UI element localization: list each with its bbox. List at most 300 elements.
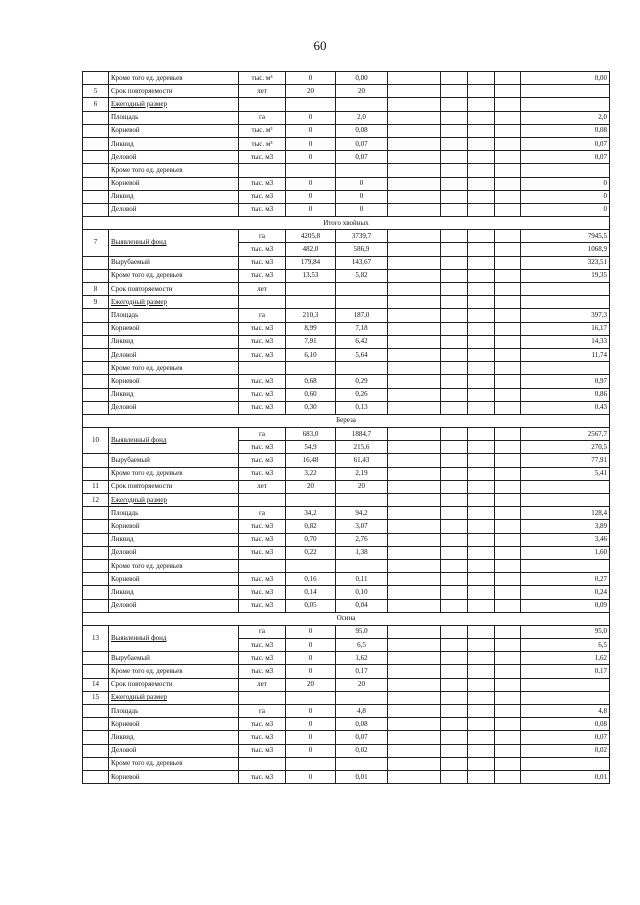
total-cell: 16,17 (521, 322, 610, 335)
total-cell: 0,08 (521, 718, 610, 731)
total-cell: 1,60 (521, 546, 610, 559)
table-row (83, 705, 610, 718)
value-cell-2: 1,38 (336, 546, 388, 559)
value-cell-2 (336, 283, 388, 296)
empty-cell (495, 639, 521, 652)
row-number (83, 256, 109, 269)
total-cell: 0,08 (521, 124, 610, 137)
empty-cell (468, 573, 495, 586)
empty-cell (388, 705, 441, 718)
empty-cell (388, 428, 441, 441)
table-row (83, 533, 610, 546)
empty-cell (495, 520, 521, 533)
empty-cell (495, 177, 521, 190)
empty-cell (388, 85, 441, 98)
total-cell: 0 (521, 190, 610, 203)
indicator-name: Деловой (109, 203, 239, 216)
indicator-name: Ликвид (109, 137, 239, 150)
value-cell-1: 8,99 (286, 322, 336, 335)
row-number: 7 (83, 230, 109, 256)
forest-data-table (82, 71, 610, 784)
total-cell (521, 164, 610, 177)
empty-cell (495, 401, 521, 414)
table-row (83, 230, 610, 243)
empty-cell (495, 599, 521, 612)
table-row (83, 573, 610, 586)
indicator-name: Деловой (109, 599, 239, 612)
empty-cell (495, 256, 521, 269)
empty-cell (468, 467, 495, 480)
indicator-name: Срок повторяемости (109, 480, 239, 493)
row-number (83, 348, 109, 361)
unit-cell: га (239, 507, 286, 520)
value-cell-2: 1,62 (336, 652, 388, 665)
empty-cell (388, 731, 441, 744)
empty-cell (468, 705, 495, 718)
value-cell-2: 20 (336, 480, 388, 493)
empty-cell (468, 546, 495, 559)
row-number (83, 718, 109, 731)
table-row (83, 388, 610, 401)
empty-cell (441, 639, 468, 652)
value-cell-2: 2,0 (336, 111, 388, 124)
row-number (83, 111, 109, 124)
empty-cell (468, 678, 495, 691)
empty-cell (441, 652, 468, 665)
value-cell-2: 20 (336, 678, 388, 691)
row-number (83, 309, 109, 322)
empty-cell (495, 718, 521, 731)
indicator-name: Кроме того ед. деревьев (109, 665, 239, 678)
indicator-name: Кроме того ед. деревьев (109, 467, 239, 480)
empty-cell (495, 586, 521, 599)
empty-cell (441, 757, 468, 770)
empty-cell (388, 454, 441, 467)
value-cell-1: 0 (286, 111, 336, 124)
indicator-name: Вырубаемый (109, 652, 239, 665)
empty-cell (468, 256, 495, 269)
total-cell (521, 283, 610, 296)
empty-cell (468, 428, 495, 441)
empty-cell (441, 98, 468, 111)
empty-cell (495, 72, 521, 85)
value-cell-2: 0,07 (336, 151, 388, 164)
empty-cell (388, 151, 441, 164)
unit-cell: тыс. м3 (239, 573, 286, 586)
value-cell-1: 13,53 (286, 269, 336, 282)
empty-cell (495, 375, 521, 388)
empty-cell (388, 546, 441, 559)
value-cell-1: 683,0 (286, 428, 336, 441)
empty-cell (495, 731, 521, 744)
row-number (83, 269, 109, 282)
row-number (83, 375, 109, 388)
empty-cell (388, 533, 441, 546)
total-cell: 5,41 (521, 467, 610, 480)
empty-cell (441, 467, 468, 480)
value-cell-1: 0 (286, 124, 336, 137)
total-cell: 77,91 (521, 454, 610, 467)
indicator-name: Деловой (109, 401, 239, 414)
indicator-name: Корневой (109, 718, 239, 731)
empty-cell (441, 256, 468, 269)
indicator-name: Площадь (109, 309, 239, 322)
total-cell (521, 98, 610, 111)
value-cell-2: 0,13 (336, 401, 388, 414)
empty-cell (495, 454, 521, 467)
value-cell-1: 20 (286, 678, 336, 691)
value-cell-2 (336, 757, 388, 770)
row-number (83, 335, 109, 348)
empty-cell (441, 691, 468, 704)
indicator-name: Кроме того ед. деревьев (109, 164, 239, 177)
empty-cell (388, 243, 441, 256)
unit-cell: тыс. м3 (239, 348, 286, 361)
unit-cell: тыс. м3 (239, 269, 286, 282)
empty-cell (441, 770, 468, 783)
empty-cell (441, 85, 468, 98)
total-cell: 323,51 (521, 256, 610, 269)
empty-cell (468, 190, 495, 203)
unit-cell: тыс. м3 (239, 546, 286, 559)
empty-cell (441, 428, 468, 441)
unit-cell: тыс. м3 (239, 335, 286, 348)
section-title: Осина (83, 612, 610, 625)
unit-cell (239, 362, 286, 375)
total-cell: 270,5 (521, 441, 610, 454)
indicator-name: Ликвид (109, 190, 239, 203)
empty-cell (468, 586, 495, 599)
empty-cell (388, 322, 441, 335)
value-cell-2: 0,26 (336, 388, 388, 401)
row-number (83, 388, 109, 401)
total-cell: 0 (521, 177, 610, 190)
empty-cell (441, 507, 468, 520)
unit-cell: га (239, 309, 286, 322)
total-cell (521, 678, 610, 691)
total-cell: 397,3 (521, 309, 610, 322)
value-cell-1: 0 (286, 177, 336, 190)
total-cell: 11,74 (521, 348, 610, 361)
indicator-name: Корневой (109, 573, 239, 586)
empty-cell (441, 665, 468, 678)
empty-cell (468, 744, 495, 757)
unit-cell: тыс. м3 (239, 639, 286, 652)
row-number (83, 190, 109, 203)
table-row (83, 309, 610, 322)
value-cell-2: 4,8 (336, 705, 388, 718)
total-cell (521, 494, 610, 507)
empty-cell (388, 639, 441, 652)
unit-cell: тыс. м3 (239, 388, 286, 401)
empty-cell (495, 652, 521, 665)
empty-cell (388, 586, 441, 599)
value-cell-1: 34,2 (286, 507, 336, 520)
indicator-name: Ликвид (109, 335, 239, 348)
row-number (83, 586, 109, 599)
total-cell: 0,07 (521, 731, 610, 744)
indicator-name: Корневой (109, 177, 239, 190)
table-row (83, 559, 610, 572)
empty-cell (468, 230, 495, 243)
table-row (83, 348, 610, 361)
value-cell-2 (336, 494, 388, 507)
empty-cell (441, 375, 468, 388)
table-row (83, 335, 610, 348)
total-cell: 128,4 (521, 507, 610, 520)
table-row (83, 718, 610, 731)
empty-cell (441, 441, 468, 454)
value-cell-1: 0 (286, 770, 336, 783)
table-row (83, 203, 610, 216)
unit-cell: тыс. м3 (239, 151, 286, 164)
total-cell: 0,07 (521, 151, 610, 164)
empty-cell (388, 98, 441, 111)
value-cell-1 (286, 494, 336, 507)
value-cell-2 (336, 164, 388, 177)
value-cell-2: 6,5 (336, 639, 388, 652)
value-cell-1: 3,22 (286, 467, 336, 480)
value-cell-1: 6,10 (286, 348, 336, 361)
empty-cell (495, 322, 521, 335)
unit-cell (239, 164, 286, 177)
indicator-name: Ежегодный размер (109, 98, 239, 111)
row-number: 14 (83, 678, 109, 691)
value-cell-2: 3,07 (336, 520, 388, 533)
row-number (83, 124, 109, 137)
indicator-name: Площадь (109, 507, 239, 520)
row-number (83, 362, 109, 375)
page-number: 60 (313, 38, 327, 53)
empty-cell (495, 533, 521, 546)
empty-cell (495, 573, 521, 586)
value-cell-1 (286, 559, 336, 572)
empty-cell (441, 230, 468, 243)
total-cell: 0,07 (521, 137, 610, 150)
value-cell-1: 0,68 (286, 375, 336, 388)
value-cell-2: 2,19 (336, 467, 388, 480)
unit-cell (239, 757, 286, 770)
unit-cell: тыс. м3 (239, 718, 286, 731)
empty-cell (468, 520, 495, 533)
empty-cell (495, 243, 521, 256)
total-cell (521, 296, 610, 309)
value-cell-2: 586,9 (336, 243, 388, 256)
value-cell-2: 0,00 (336, 72, 388, 85)
value-cell-2: 2,76 (336, 533, 388, 546)
empty-cell (468, 269, 495, 282)
total-cell: 0,97 (521, 375, 610, 388)
unit-cell: лет (239, 85, 286, 98)
unit-cell: тыс. м3 (239, 401, 286, 414)
unit-cell: лет (239, 678, 286, 691)
value-cell-2: 94,2 (336, 507, 388, 520)
value-cell-1: 0,16 (286, 573, 336, 586)
empty-cell (441, 177, 468, 190)
total-cell: 0,17 (521, 665, 610, 678)
indicator-name: Срок повторяемости (109, 678, 239, 691)
empty-cell (441, 137, 468, 150)
empty-cell (468, 309, 495, 322)
total-cell (521, 85, 610, 98)
value-cell-2 (336, 559, 388, 572)
unit-cell: га (239, 705, 286, 718)
value-cell-1: 0,14 (286, 586, 336, 599)
empty-cell (388, 744, 441, 757)
empty-cell (495, 691, 521, 704)
total-cell: 14,33 (521, 335, 610, 348)
value-cell-2: 0 (336, 203, 388, 216)
indicator-name: Ликвид (109, 731, 239, 744)
row-number (83, 454, 109, 467)
empty-cell (468, 124, 495, 137)
empty-cell (388, 137, 441, 150)
total-cell: 0 (521, 203, 610, 216)
value-cell-1: 7,91 (286, 335, 336, 348)
indicator-name: Выявленный фонд (109, 428, 239, 454)
empty-cell (441, 348, 468, 361)
empty-cell (468, 164, 495, 177)
row-number (83, 546, 109, 559)
total-cell: 0,24 (521, 586, 610, 599)
value-cell-1 (286, 283, 336, 296)
value-cell-2: 95,0 (336, 625, 388, 638)
empty-cell (441, 520, 468, 533)
value-cell-1: 482,0 (286, 243, 336, 256)
unit-cell: тыс. м³ (239, 72, 286, 85)
empty-cell (468, 177, 495, 190)
empty-cell (468, 375, 495, 388)
table-row (83, 744, 610, 757)
unit-cell: тыс. м3 (239, 652, 286, 665)
empty-cell (441, 731, 468, 744)
empty-cell (468, 731, 495, 744)
total-cell: 2,0 (521, 111, 610, 124)
row-number (83, 177, 109, 190)
empty-cell (468, 533, 495, 546)
row-number (83, 151, 109, 164)
empty-cell (468, 441, 495, 454)
total-cell: 1068,9 (521, 243, 610, 256)
unit-cell (239, 691, 286, 704)
empty-cell (495, 203, 521, 216)
empty-cell (388, 388, 441, 401)
value-cell-1: 0,82 (286, 520, 336, 533)
empty-cell (495, 335, 521, 348)
unit-cell (239, 559, 286, 572)
empty-cell (495, 296, 521, 309)
table-row (83, 151, 610, 164)
table-row (83, 757, 610, 770)
empty-cell (388, 296, 441, 309)
empty-cell (495, 494, 521, 507)
total-cell: 0,27 (521, 573, 610, 586)
empty-cell (468, 348, 495, 361)
unit-cell: тыс. м3 (239, 190, 286, 203)
value-cell-1: 16,48 (286, 454, 336, 467)
value-cell-2: 61,43 (336, 454, 388, 467)
total-cell: 0,01 (521, 770, 610, 783)
value-cell-1: 179,84 (286, 256, 336, 269)
unit-cell: га (239, 428, 286, 441)
indicator-name: Кроме того ед. деревьев (109, 269, 239, 282)
indicator-name: Выявленный фонд (109, 230, 239, 256)
value-cell-1 (286, 296, 336, 309)
indicator-name: Ликвид (109, 533, 239, 546)
value-cell-2: 7,18 (336, 322, 388, 335)
row-number (83, 573, 109, 586)
empty-cell (388, 599, 441, 612)
empty-cell (388, 494, 441, 507)
empty-cell (388, 652, 441, 665)
table-row (83, 296, 610, 309)
value-cell-1: 0,60 (286, 388, 336, 401)
value-cell-1: 0 (286, 744, 336, 757)
empty-cell (388, 573, 441, 586)
total-cell: 0,02 (521, 744, 610, 757)
value-cell-1: 0 (286, 718, 336, 731)
table-row (83, 520, 610, 533)
table-row (83, 111, 610, 124)
table-row (83, 177, 610, 190)
value-cell-2: 0 (336, 190, 388, 203)
section-title: Итого хвойных (83, 217, 610, 230)
unit-cell: га (239, 230, 286, 243)
empty-cell (441, 72, 468, 85)
empty-cell (468, 639, 495, 652)
empty-cell (441, 494, 468, 507)
empty-cell (468, 691, 495, 704)
empty-cell (388, 309, 441, 322)
empty-cell (495, 98, 521, 111)
empty-cell (441, 203, 468, 216)
section-header-row (83, 217, 610, 230)
empty-cell (495, 625, 521, 638)
empty-cell (495, 230, 521, 243)
table-row (83, 586, 610, 599)
unit-cell: тыс. м3 (239, 520, 286, 533)
indicator-name: Площадь (109, 111, 239, 124)
empty-cell (495, 480, 521, 493)
empty-cell (468, 72, 495, 85)
empty-cell (495, 546, 521, 559)
indicator-name: Ежегодный размер (109, 691, 239, 704)
empty-cell (388, 283, 441, 296)
empty-cell (495, 348, 521, 361)
row-number: 13 (83, 625, 109, 651)
value-cell-2: 6,42 (336, 335, 388, 348)
unit-cell: тыс. м3 (239, 770, 286, 783)
empty-cell (495, 665, 521, 678)
empty-cell (468, 203, 495, 216)
value-cell-2: 187,0 (336, 309, 388, 322)
empty-cell (388, 665, 441, 678)
value-cell-2: 0,17 (336, 665, 388, 678)
unit-cell (239, 296, 286, 309)
indicator-name: Вырубаемый (109, 256, 239, 269)
row-number (83, 322, 109, 335)
total-cell: 6,5 (521, 639, 610, 652)
empty-cell (495, 507, 521, 520)
unit-cell: лет (239, 283, 286, 296)
value-cell-2: 0,02 (336, 744, 388, 757)
empty-cell (468, 454, 495, 467)
empty-cell (441, 309, 468, 322)
empty-cell (441, 151, 468, 164)
table-row (83, 72, 610, 85)
empty-cell (468, 362, 495, 375)
value-cell-2: 0 (336, 177, 388, 190)
